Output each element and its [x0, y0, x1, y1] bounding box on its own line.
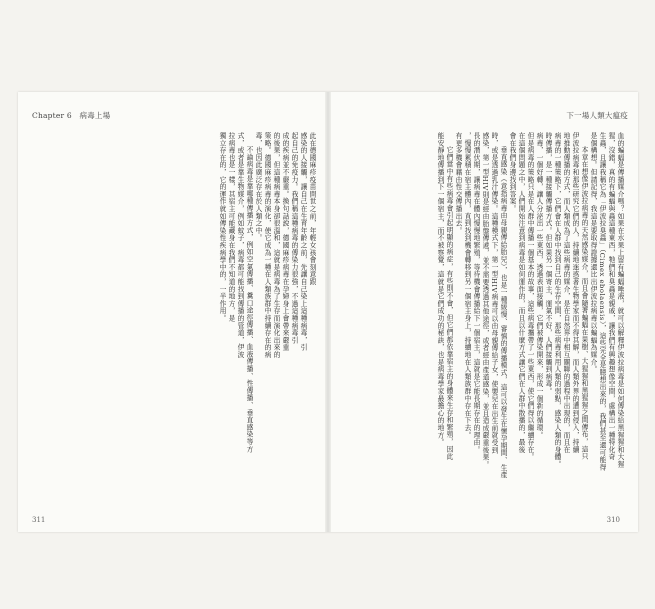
text-line: 毒，也因此廣泛存在於人類之中。: [254, 132, 262, 242]
text-line: 起自己的免疫力。我們稱這種病毒的傳染力很強，不過這種病毒引: [290, 132, 298, 344]
running-head-right: 下一場人類大瘟疫: [566, 111, 628, 120]
text-line: 長的潛伏期，讓病毒在體內慢慢地繁殖，等待機會傳播給下一個宿主，這就是它能長期存在的理由。: [472, 132, 480, 454]
folio-right: 310: [606, 516, 620, 524]
book-spread: [18, 92, 638, 532]
text-line: 它們當中有些病毒會引起明顯的病症，有些則不會，但它們都依靠宿主的身體來生存和繁殖，因此: [445, 146, 453, 460]
text-line: 有更多機會藉由性交傳播出去。: [454, 132, 462, 235]
text-line: 策略。德國麻疹病毒的演化，使它成為一種在人類族群中持續存在的病: [263, 132, 271, 359]
text-line: 能安靜地傳播到下一個宿主，而不被察覺，這就是它們成功的秘訣，也是病毒學家最擔心的地方。: [436, 132, 444, 446]
text-line: 是個構想。但請記得，我這是要取得證據還比出伊波拉病毒以蝙蝠為媒介。: [589, 132, 597, 373]
right-page: [330, 92, 638, 532]
text-line: 時傳播，是一種接觸傳播方式。但如果另一個寄主，運氣不好，人們接觸到病毒。: [544, 132, 552, 395]
text-line: 猩，沒錯，真的有蝙蝠與蟲這種東西，牠們和臭蟲是親戚，讓我們有興趣想像空間，處構出一種特化奇: [607, 132, 615, 461]
running-head-left: Chapter 6 病毒上場: [32, 111, 111, 120]
text-line: 伊波拉病毒和那些研究它們的人，持續地迷惑著生物學家而不得其解，而人類外界的遭到侵入，持續: [571, 132, 579, 454]
text-line: 拉病毒也是一樣，其宿主可能藏身在我們不知道的地方，是: [227, 132, 235, 322]
text-line: 時，或是透過乳汁傳染。這種模式下，第一型HIV病毒可以由母親傳給子女，使嬰兒在出生前就受到: [490, 132, 498, 454]
text-line: 感染，第一型HIV則是經由胎盤傳遞，並不需要透過其他途徑，或者經由產道感染，並且造成嚴重後果。: [481, 132, 489, 469]
folio-left: 311: [32, 516, 46, 524]
text-line: 式，或者是靠生物媒介，例如蚊子，病毒都可能找到傳播的管道，伊波: [236, 132, 244, 359]
text-line: 成的疾病並不嚴重。換句話說，德國麻疹病毒在孕婦身上會帶來嚴重: [281, 132, 289, 351]
text-line: 但是病毒的策略只是在人群中傳播一個基本的故事，這些病毒攜帶了一些東西，使它們得以繼續存在。: [526, 132, 534, 461]
text-line: 會在我們身邊找到答案。: [508, 132, 516, 213]
text-line: 在這個問題之中，人們開始注意到病毒是如何運作的，而且以什麼方式讓它們在人群中散播的，最後: [517, 132, 525, 454]
text-line: 此在德國麻疹疫苗問世之前，年輕女孩會刻意跟: [308, 132, 316, 286]
text-columns-right: [342, 132, 624, 502]
text-line: 的後果，但這種病毒本身卻很溫和，這就是病毒為了生存而演化出來的: [272, 132, 280, 359]
text-line: 獨立存在的，它的運作就如傳染性疾病學中的，一半作用。: [218, 132, 226, 322]
text-line: 感染的人接觸，讓自己在生育年齡之前，先讓自己染上這種病毒，引: [299, 132, 307, 351]
text-line: 不論病毒是靠哪種傳播方式，例如空氣傳播、糞口途徑傳播、血液傳播、性傳播、垂直感染等方: [245, 146, 253, 453]
text-line: 病毒，一個好轉，讓人分泌出一些東西，透過表面接觸，它們被傳染開來，形成一個新的循環。: [535, 132, 543, 439]
text-line: ，慢慢累積在宿主體內，直到找到機會轉移到另一個宿主身上，持續地在人類族群中存在下去。: [463, 132, 471, 439]
text-line: 地推動傳播的方式，而人類成為了這些病毒的媒介，是在自然界中相互關聯的過程中出現的，而且在: [562, 132, 570, 454]
text-line: 病毒的一種策略下，它們會在人群中找到自己的生存空間，那些病毒利用人類的弱點，感染人類的身體。: [553, 132, 561, 468]
text-line: 生蟲，且讓我稱它為「伊波拉臭蟲」（Cimex ebolaensis），這些完全是臆想出來的，我們甚至還可能得: [598, 132, 606, 471]
left-page: [18, 92, 326, 532]
text-columns-left: [38, 132, 316, 502]
text-line: 本章在想像伊波拉病毒的天然感染媒介，而且會隨著蝙蝠在果樹、大猩猩和黑猩猩之間傳布，這只: [580, 146, 588, 460]
text-line: 血的蝙蝠是傳播媒介嗎？如果在水果上留有蝙蝠唾液，就可以解釋伊波拉病毒是如何傳染給黑猩猩和大猩: [616, 132, 624, 468]
text-line: 垂直感染（意指病毒由母親傳給胎兒），也是一種緩慢、審慎的傳播模式，這可以發生在懷孕期間、生產: [499, 146, 507, 479]
